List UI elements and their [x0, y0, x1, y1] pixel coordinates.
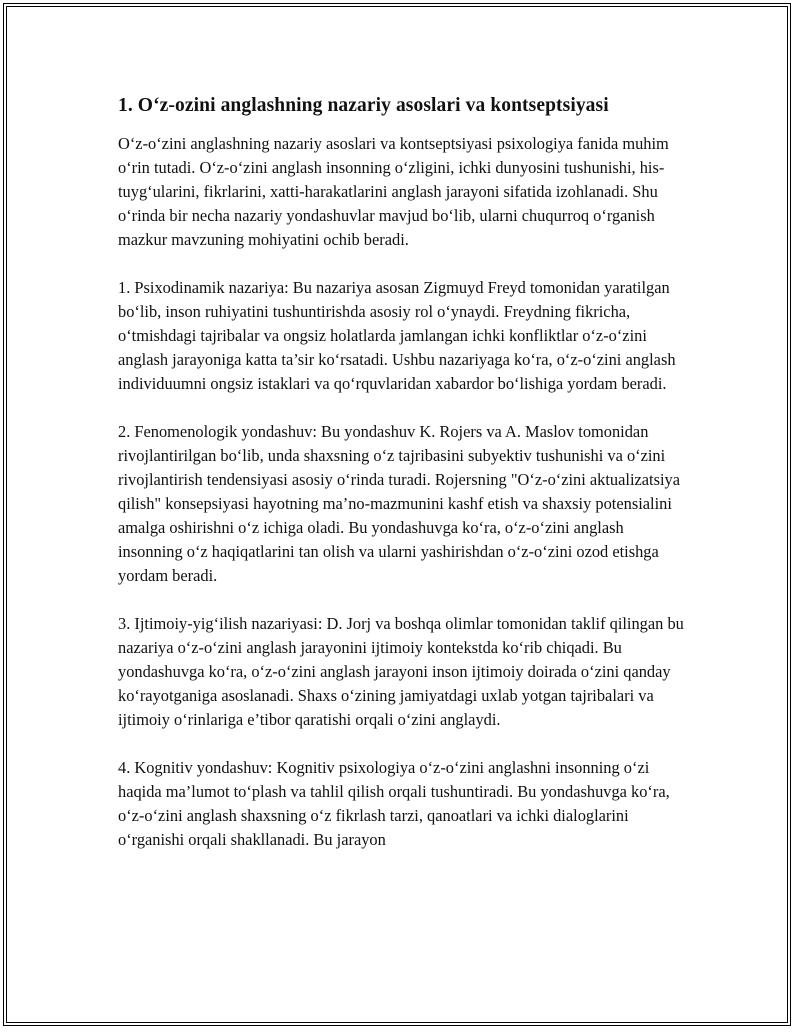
paragraph-phenomenological-approach: 2. Fenomenologik yondashuv: Bu yondashuv K. Rojers va A. Maslov tomonidan rivojlantirilgan bo‘lib, unda shaxsning o‘z tajribasini subyektiv tushunishi va o‘zini rivojlantirish tendensiyasi asosiy o‘rinda turadi. Rojersning "O‘z-o‘zini aktualizatsiya qilish" konsepsiyasi hayotning ma’no-mazmunini kashf etish va shaxsiy potensialini amalga oshirishni o‘z ichiga oladi. Bu yondashuvga ko‘ra, o‘z-o‘zini anglash insonning o‘z haqiqatlarini tan olish va ularni yashirishdan o‘z-o‘zini ozod etishga yordam beradi. [118, 422, 681, 585]
section-heading: 1. O‘z-ozini anglashning nazariy asoslari va kontseptsiyasi [118, 95, 609, 116]
paragraph-intro: O‘z-o‘zini anglashning nazariy asoslari va kontseptsiyasi psixologiya fanida muhim o‘rin tutadi. O‘z-o‘zini anglash insonning o‘zligini, ichki dunyosini tushunishi, his-tuyg‘ularini, fikrlarini, xatti-harakatlarini anglash jarayoni sifatida izohlanadi. Shu o‘rinda bir necha nazariy yondashuvlar mavjud bo‘lib, ularni chuqurroq o‘rganish mazkur mavzuning mohiyatini ochib beradi. [118, 134, 669, 249]
paragraph-psychodynamic-theory: 1. Psixodinamik nazariya: Bu nazariya asosan Zigmuyd Freyd tomonidan yaratilgan bo‘lib, inson ruhiyatini tushuntirishda asosiy rol o‘ynaydi. Freydning fikricha, o‘tmishdagi tajribalar va ongsiz holatlarda jamlangan ichki konfliktlar o‘z-o‘zini anglash jarayoniga katta ta’sir ko‘rsatadi. Ushbu nazariyaga ko‘ra, o‘z-o‘zini anglash individuumni ongsiz istaklari va qo‘rquvlaridan xabardor bo‘lishiga yordam beradi. [118, 278, 676, 393]
paragraph-cognitive-approach: 4. Kognitiv yondashuv: Kognitiv psixologiya o‘z-o‘zini anglashni insonning o‘zi haqida ma’lumot to‘plash va tahlil qilish orqali tushuntiradi. Bu yondashuvga ko‘ra, o‘z-o‘zini anglash shaxsning o‘z fikrlash tarzi, qanoatlari va ichki dialoglarini o‘rganishi orqali shakllanadi. Bu jarayon [118, 758, 670, 849]
paragraph-social-theory: 3. Ijtimoiy-yig‘ilish nazariyasi: D. Jorj va boshqa olimlar tomonidan taklif qilingan bu nazariya o‘z-o‘zini anglash jarayonini ijtimoiy kontekstda ko‘rib chiqadi. Bu yondashuvga ko‘ra, o‘z-o‘zini anglash jarayoni inson ijtimoiy doirada o‘zini qanday ko‘rayotganiga asoslanadi. Shaxs o‘zining jamiyatdagi uxlab yotgan tajribalari va ijtimoiy o‘rinlariga e’tibor qaratishi orqali o‘zini anglaydi. [118, 614, 684, 729]
document-body [118, 92, 688, 876]
